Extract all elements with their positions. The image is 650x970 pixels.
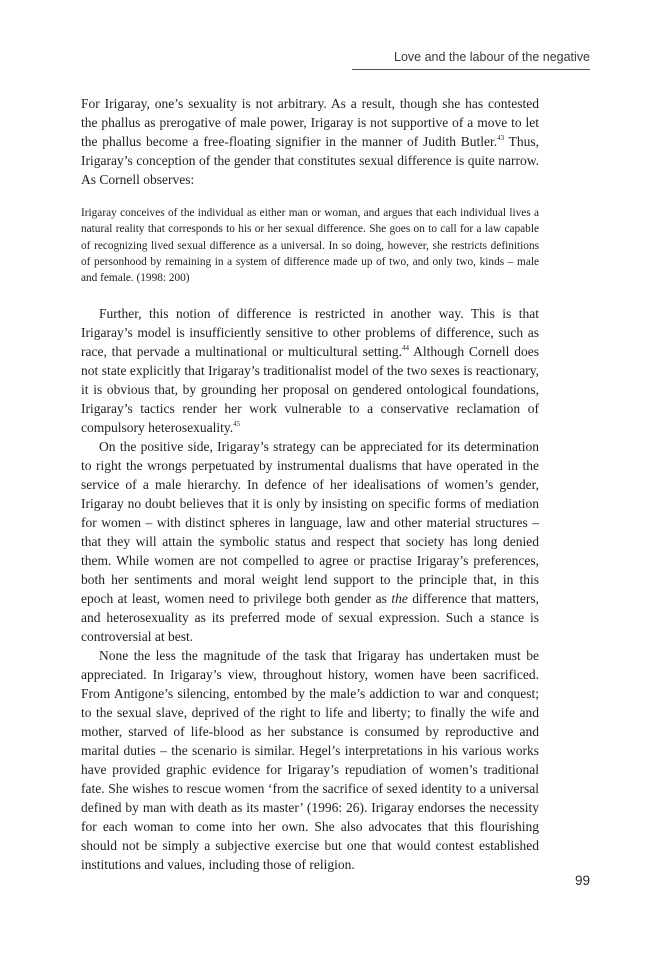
paragraph-3	[81, 437, 539, 646]
paragraph-2-text-a: Further, this notion of difference is restricted in another way. This is that Irigaray’s model is insufficiently sensitive to other problems of difference, such as race, that pervade a multinational or multicultural setting.	[81, 306, 539, 359]
paragraph-2-text-b: Although Cornell does not state explicitly that Irigaray’s traditionalist model of the two sexes is reactionary, it is obvious that, by grounding her proposal on gendered ontological foundations, Irigaray’s tactics render her work vulnerable to a conservative reclamation of compulsory heterosexuality.	[81, 344, 539, 435]
paragraph-2	[81, 304, 539, 437]
footnote-ref-43: 43	[497, 134, 505, 142]
footnote-ref-45: 45	[233, 420, 241, 428]
paragraph-3-text-b: difference that matters, and heterosexuality as its preferred mode of sexual expression. Such a stance is controversial at best.	[81, 591, 539, 644]
running-head: Love and the labour of the negative	[352, 50, 590, 70]
paragraph-4: None the less the magnitude of the task that Irigaray has undertaken must be appreciated. In Irigaray’s view, throughout history, women have been sacrificed. From Antigone’s silencing, entombed by the male’s addiction to war and conquest; to the sexual slave, deprived of the right to life and liberty; to finally the wife and mother, starved of life-blood as her substance is consumed by reproductive and marital duties – the scenario is similar. Hegel’s interpretations in his various works have provided graphic evidence for Irigaray’s repudiation of women’s traditional fate. She wishes to rescue women ‘from the sacrifice of sexed identity to a universal defined by man with death as its master’ (1996: 26). Irigaray endorses the necessity for each woman to come into her own. She also advocates that this flourishing should not be simply a subjective exercise but one that would contest established institutions and values, including those of religion.	[81, 648, 539, 872]
paragraph-3-emphasis: the	[391, 591, 408, 606]
paragraph-1-text-b: Thus, Irigaray’s conception of the gender that constitutes sexual difference is quite narrow. As Cornell observes:	[81, 134, 539, 187]
paragraph-3-text-a: On the positive side, Irigaray’s strategy can be appreciated for its determination to right the wrongs perpetuated by instrumental dualisms that have operated in the service of a male hierarchy. In defence of her idealisations of women’s gender, Irigaray no doubt believes that it is only by insisting on specific forms of mediation for women – with distinct spheres in language, law and other material structures – that they will attain the symbolic status and respect that society has long denied them. While women are not compelled to agree or practise Irigaray’s preferences, both her sentiments and moral weight lend support to the principle that, in this epoch at least, women need to privilege both gender as	[81, 439, 539, 606]
paragraph-1	[81, 94, 539, 189]
block-quote: Irigaray conceives of the individual as either man or woman, and argues that each individual lives a natural reality that corresponds to his or her sexual difference. She goes on to call for a law capable of recognizing lived sexual difference as a universal. In so doing, however, she restricts definitions of personhood by remaining in a system of difference made up of two, and only two, kinds – male and female. (1998: 200)	[81, 207, 539, 285]
footnote-ref-44: 44	[402, 344, 409, 352]
body-text-continued	[81, 304, 539, 874]
paragraph-1-text-a: For Irigaray, one’s sexuality is not arbitrary. As a result, though she has contested the phallus as prerogative of male power, Irigaray is not supportive of a move to let the phallus become a free-floating signifier in the manner of Judith Butler.	[81, 96, 539, 149]
page-number: 99	[574, 873, 590, 888]
